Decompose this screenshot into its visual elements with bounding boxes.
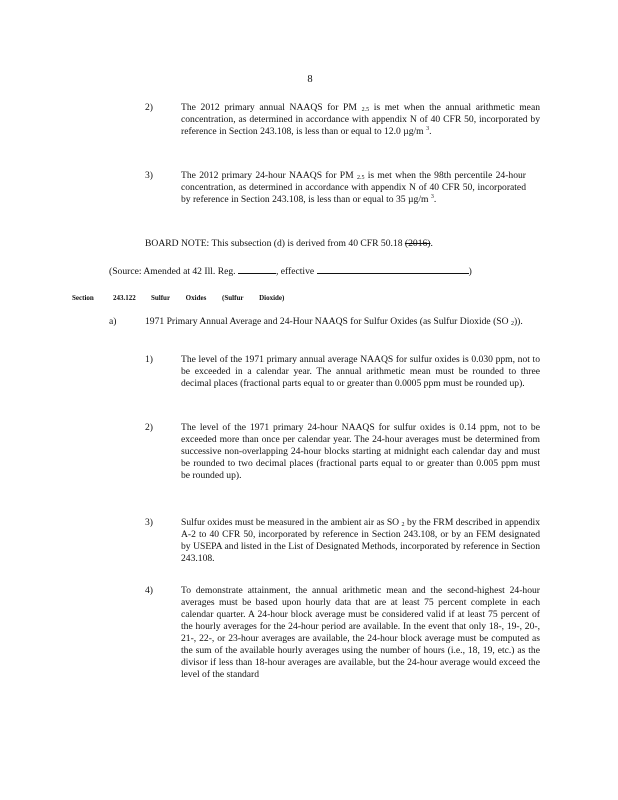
paragraph-measurement: Sulfur oxides must be measured in the ambient air as SO $_2$ by the FRM described in appendix A-2 to 40 CFR 50, incorporated by reference in Section 243.108, or by an FEM designated by USEPA and listed in the List of Designated Methods, incorporated by reference in Section 243.108. (181, 517, 540, 564)
board-note: BOARD NOTE: This subsection (d) is derived from 40 CFR 50.18 (2016). (145, 238, 433, 249)
struck-year: (2016) (404, 238, 431, 249)
list-marker: 1) (145, 354, 153, 365)
blank-effective-date-line (317, 264, 469, 274)
list-marker: 3) (145, 517, 153, 528)
section-title: Sulfur Oxides (Sulfur Dioxide) (151, 294, 285, 302)
source-note: (Source: Amended at 42 Ill. Reg. , effective ) (109, 266, 472, 277)
list-marker: 2) (145, 422, 153, 433)
paragraph-24hour-so2: The level of the 1971 primary 24-hour NAAQS for sulfur oxides is 0.14 ppm, not to be exceeded more than once per calendar year. The 24-hour averages must be determined from successive non-overlapping 24-hour blocks starting at midnight each calendar day and must be rounded to two decimal places (fractional parts equal to or greater than 0.005 ppm must be rounded up). (181, 422, 540, 481)
paragraph-attainment: To demonstrate attainment, the annual arithmetic mean and the second-highest 24-hour averages must be based upon hourly data that are at least 75 percent complete in each calendar quarter. A 24-hour block average must be considered valid if at least 75 percent of the hourly averages for the 24-hour period are available. In the event that only 18-, 19-, 20-, 21-, 22-, or 23-hour averages are available, the 24-hour block average must be computed as the sum of the available hourly averages using the number of hours (i.e., 18, 19, etc.) as the divisor if less than 18-hour averages are available, but the 24-hour average would exceed the level of the standard (181, 585, 540, 680)
page-number: 8 (307, 74, 313, 85)
subsection-a-heading: 1971 Primary Annual Average and 24-Hour NAAQS for Sulfur Oxides (as Sulfur Dioxide (SO $_2$)). (145, 316, 523, 327)
section-number: 243.122 (113, 294, 136, 302)
section-label: Section (72, 294, 94, 302)
list-marker: 3) (145, 170, 153, 181)
list-marker: 2) (145, 102, 153, 113)
list-marker: a) (109, 316, 117, 327)
paragraph-pm25-24hour: The 2012 primary 24-hour NAAQS for PM $_{2.5}$ is met when the 98th percentile 24-hour concentration, as determined in accordance with appendix N of 40 CFR 50, incorporated by reference in Section 243.108, is less than or equal to 35 µg/m $^3$. (181, 170, 526, 205)
paragraph-pm25-annual: The 2012 primary annual NAAQS for PM $_{2.5}$ is met when the annual arithmetic mean concentration, as determined in accordance with appendix N of 40 CFR 50, incorporated by reference in Section 243.108, is less than or equal to 12.0 µg/m $^3$. (181, 102, 540, 137)
blank-register-line (238, 264, 276, 274)
paragraph-annual-so2: The level of the 1971 primary annual average NAAQS for sulfur oxides is 0.030 ppm, not to be exceeded in a calendar year. The annual arithmetic mean must be rounded to three decimal places (fractional parts equal to or greater than 0.0005 ppm must be rounded up). (181, 354, 540, 389)
list-marker: 4) (145, 585, 153, 596)
